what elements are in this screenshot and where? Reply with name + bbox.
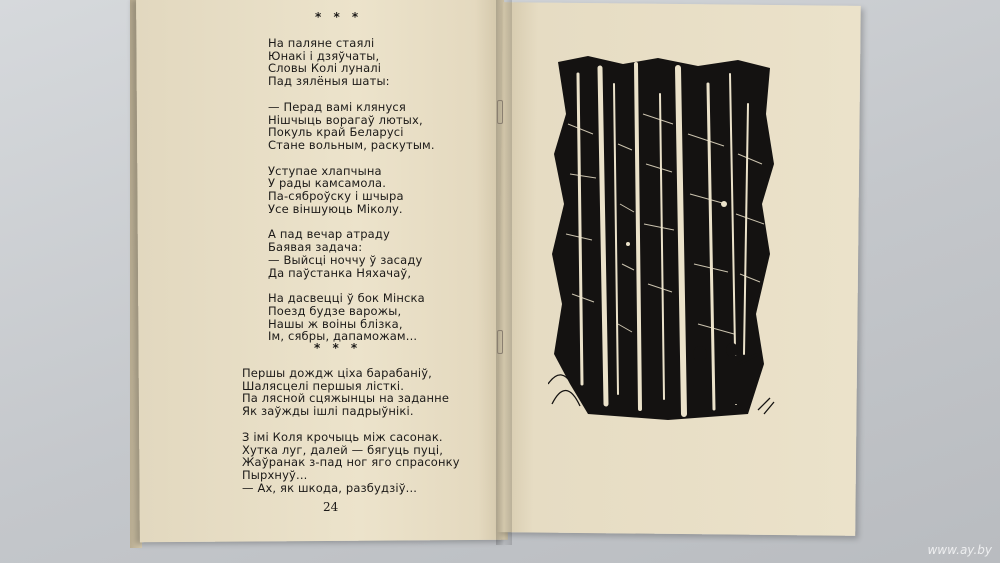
forest-woodcut-illustration — [548, 54, 776, 422]
poem-line: Словы Колі луналі — [268, 61, 382, 76]
poem-line: Баявая задача: — [268, 240, 363, 255]
poem-line: Нішчыць ворагаў лютых, — [268, 112, 423, 127]
poem-line: Нашы ж воіны блізка, — [268, 316, 403, 331]
binding-stitch — [497, 100, 503, 124]
poem-line: На дасвецці ў бок Мінска — [268, 291, 425, 306]
poem-line: Поезд будзе варожы, — [268, 303, 402, 318]
poem-line: Покуль край Беларусі — [268, 125, 404, 140]
poem-line: Шалясцелі першыя лісткі. — [242, 378, 405, 393]
poem-line: А пад вечар атраду — [268, 227, 390, 242]
stanza — [268, 228, 435, 279]
poem-line: Усе віншуюць Міколу. — [268, 201, 403, 216]
poem-line: Уступае хлапчына — [268, 163, 382, 178]
page-number: 24 — [323, 500, 339, 514]
poem-line: Юнакі і дзяўчаты, — [268, 48, 380, 63]
poem-line: Першы дождж ціха барабаніў, — [242, 366, 432, 380]
poem-line: На паляне стаялі — [268, 36, 375, 50]
poem-text — [242, 367, 460, 507]
stanza — [268, 292, 435, 343]
poem-line: Жаўранак з-пад ног яго спрасонку — [242, 455, 460, 470]
stanza — [268, 165, 435, 216]
watermark: www.ay.by — [927, 543, 992, 557]
poem-line: — Перад вамі клянуся — [268, 99, 406, 114]
poem-line: Як заўжды ішлі падрыўнікі. — [242, 404, 414, 419]
poem-line: Пырхнуў... — [242, 467, 308, 482]
poem-line: Хутка луг, далей — бягуць пуці, — [242, 442, 444, 457]
poem-line: — Ах, як шкода, разбудзіў... — [242, 480, 418, 495]
section-separator: * * * — [314, 341, 362, 355]
binding-stitch — [497, 330, 503, 354]
stanza — [242, 431, 460, 495]
poem-line: Стане вольным, раскутым. — [268, 137, 435, 152]
poem-line: Ім, сябры, дапаможам... — [268, 329, 418, 344]
book-gutter — [496, 0, 512, 545]
section-separator: * * * — [315, 10, 363, 24]
poem-line: Да паўстанка Няхачаў, — [268, 265, 412, 280]
stanza — [268, 101, 435, 152]
stanza — [242, 367, 460, 418]
poem-line: — Выйсці ноччу ў засаду — [268, 252, 423, 267]
poem-line: Пад зялёныя шаты: — [268, 74, 390, 89]
poem-text — [268, 37, 435, 356]
poem-line: Па-сяброўску і шчыра — [268, 189, 404, 204]
poem-line: З імі Коля крочыць між сасонак. — [242, 429, 443, 444]
poem-line: У рады камсамола. — [268, 176, 387, 191]
stanza — [268, 37, 435, 88]
poem-line: Па лясной сцяжынцы на заданне — [242, 391, 450, 406]
